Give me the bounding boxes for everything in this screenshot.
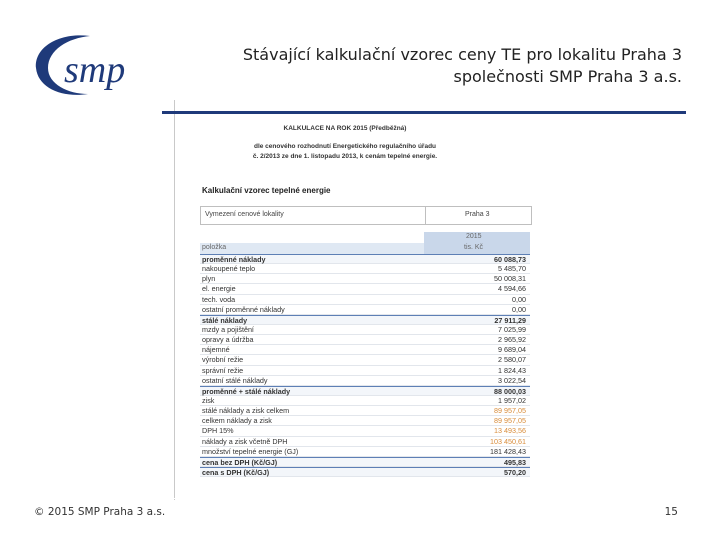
table-row <box>200 386 530 396</box>
selector-value: Praha 3 <box>465 211 490 218</box>
row-label: proměnné náklady <box>202 255 266 264</box>
row-value: 3 022,54 <box>498 375 526 385</box>
row-value: 181 428,43 <box>490 446 526 456</box>
row-label: ostatní proměnné náklady <box>202 304 285 314</box>
locality-selector[interactable] <box>200 206 532 225</box>
row-label: zisk <box>202 395 215 405</box>
doc-header-line-3: č. 2/2013 ze dne 1. listopadu 2013, k cenám tepelné energie. <box>252 153 438 160</box>
table-row <box>200 437 530 447</box>
row-value: 27 911,29 <box>494 315 526 325</box>
table-row <box>200 366 530 376</box>
row-label: tech. voda <box>202 294 236 304</box>
document-header <box>230 124 460 162</box>
row-label: cena s DPH (Kč/GJ) <box>202 467 270 477</box>
table-row <box>200 305 530 315</box>
row-label: výrobní režie <box>202 355 244 365</box>
table-row <box>200 447 530 457</box>
year-label: 2015 <box>466 233 482 240</box>
row-label: náklady a zisk včetně DPH <box>202 436 288 446</box>
title-line-2: společnosti SMP Praha 3 a.s. <box>453 67 682 86</box>
unit-column-label: tis. Kč <box>464 244 484 251</box>
page-number: 15 <box>664 506 678 518</box>
footer-copyright: © 2015 SMP Praha 3 a.s. <box>34 506 166 518</box>
slide-title <box>202 44 682 88</box>
selector-label: Vymezení cenové lokality <box>205 211 284 218</box>
row-label: ostatní stálé náklady <box>202 375 268 385</box>
row-label: stálé náklady <box>202 315 248 325</box>
item-column-label: položka <box>202 244 227 251</box>
row-value: 7 025,99 <box>498 324 526 334</box>
row-value: 2 965,92 <box>498 335 526 345</box>
row-value: 103 450,61 <box>490 436 526 446</box>
table-row <box>200 254 530 264</box>
row-value: 4 594,66 <box>498 284 526 294</box>
column-header-left-bg <box>200 243 424 254</box>
table-row <box>200 376 530 386</box>
table-row <box>200 345 530 355</box>
row-value: 88 000,03 <box>494 386 526 396</box>
row-value: 13 493,56 <box>494 426 526 436</box>
row-value: 495,83 <box>504 457 526 467</box>
table-row <box>200 284 530 294</box>
row-label: proměnné + stálé náklady <box>202 386 291 396</box>
selector-divider <box>425 207 426 224</box>
row-label: mzdy a pojištění <box>202 324 254 334</box>
row-label: množství tepelné energie (GJ) <box>202 446 299 456</box>
title-underline <box>162 111 686 114</box>
table-row <box>200 295 530 305</box>
row-label: stálé náklady a zisk celkem <box>202 406 290 416</box>
column-header <box>200 232 530 254</box>
table-row <box>200 396 530 406</box>
row-label: cena bez DPH (Kč/GJ) <box>202 457 278 467</box>
row-value: 50 008,31 <box>494 274 526 284</box>
vertical-divider <box>174 100 175 500</box>
row-value: 89 957,05 <box>494 406 526 416</box>
row-value: 0,00 <box>512 304 526 314</box>
table-row <box>200 325 530 335</box>
table-row <box>200 335 530 345</box>
row-label: celkem náklady a zisk <box>202 416 272 426</box>
row-value: 1 824,43 <box>498 365 526 375</box>
row-label: plyn <box>202 274 216 284</box>
row-value: 570,20 <box>504 467 526 477</box>
table-row <box>200 264 530 274</box>
row-value: 2 580,07 <box>498 355 526 365</box>
row-label: nájemné <box>202 345 230 355</box>
row-value: 89 957,05 <box>494 416 526 426</box>
row-label: DPH 15% <box>202 426 234 436</box>
table-row <box>200 457 530 467</box>
row-value: 5 485,70 <box>498 264 526 274</box>
smp-logo <box>28 30 148 102</box>
row-value: 0,00 <box>512 294 526 304</box>
table-row <box>200 426 530 436</box>
title-line-1: Stávající kalkulační vzorec ceny TE pro lokalitu Praha 3 <box>242 45 682 64</box>
row-label: nakoupené teplo <box>202 264 256 274</box>
table-row <box>200 355 530 365</box>
logo-text: smp <box>64 49 126 91</box>
table-title: Kalkulační vzorec tepelné energie <box>202 186 331 195</box>
calculation-table <box>200 254 530 477</box>
table-row <box>200 406 530 416</box>
table-row <box>200 416 530 426</box>
table-row <box>200 467 530 477</box>
row-value: 1 957,02 <box>498 395 526 405</box>
table-row <box>200 315 530 325</box>
row-label: opravy a údržba <box>202 335 254 345</box>
doc-header-line-2: dle cenového rozhodnutí Energetického regulačního úřadu <box>253 143 437 150</box>
row-label: správní režie <box>202 365 244 375</box>
row-value: 60 088,73 <box>494 255 526 264</box>
doc-header-line-1: KALKULACE NA ROK 2015 (Předběžná) <box>283 125 407 132</box>
table-row <box>200 274 530 284</box>
row-label: el. energie <box>202 284 236 294</box>
row-value: 9 689,04 <box>498 345 526 355</box>
